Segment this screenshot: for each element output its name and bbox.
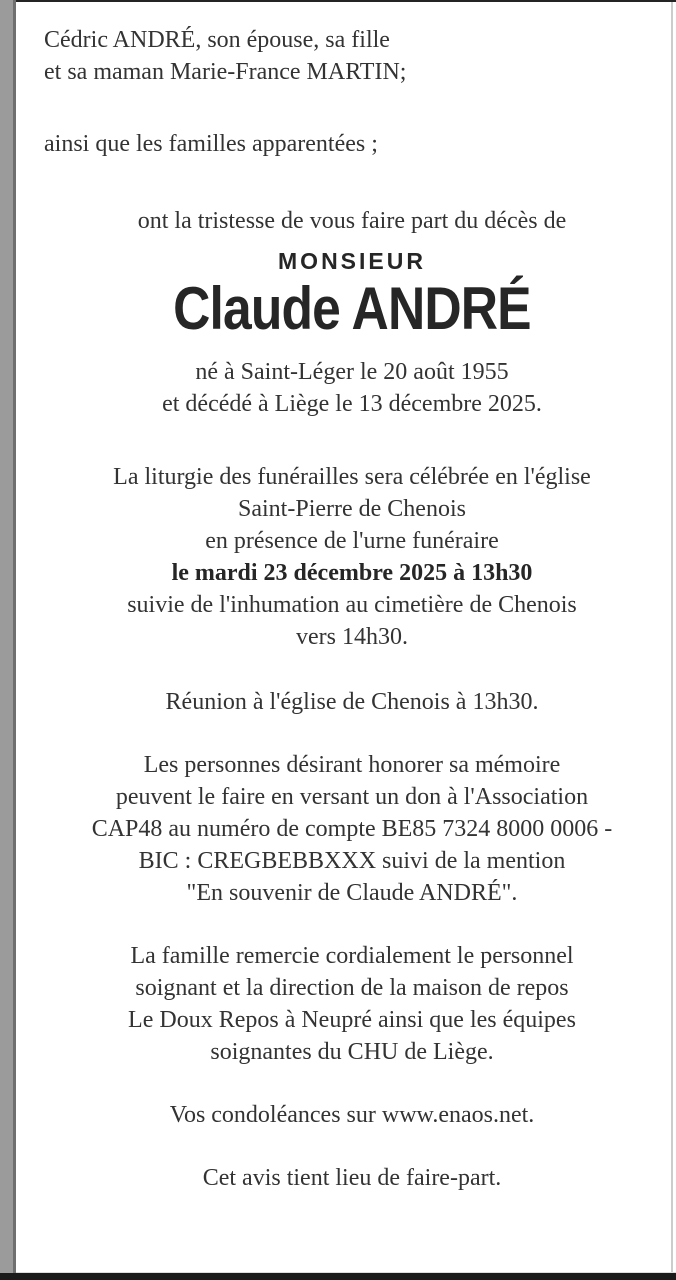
bottom-bar — [0, 1273, 676, 1280]
death-line: et décédé à Liège le 13 décembre 2025. — [162, 391, 542, 417]
ceremony-line: en présence de l'urne funéraire — [205, 528, 499, 554]
ceremony-date-line: le mardi 23 décembre 2025 à 13h30 — [171, 560, 533, 586]
meeting-paragraph — [44, 686, 660, 718]
intro-line: et sa maman Marie-France MARTIN; — [44, 59, 407, 85]
deceased-name — [44, 275, 660, 342]
deceased-name-text: Claude ANDRÉ — [173, 275, 531, 342]
thanks-line: soignant et la direction de la maison de repos — [135, 975, 569, 1001]
page-gutter — [0, 0, 13, 1273]
donation-line: Les personnes désirant honorer sa mémoire — [143, 752, 561, 778]
birth-line: né à Saint-Léger le 20 août 1955 — [195, 359, 509, 385]
ceremony-line: La liturgie des funérailles sera célébrée en l'église — [113, 464, 591, 490]
vitals-paragraph — [44, 356, 660, 420]
condolences-paragraph — [44, 1099, 660, 1131]
ceremony-line: Saint-Pierre de Chenois — [238, 496, 466, 522]
footer-paragraph — [44, 1162, 660, 1194]
thanks-line: soignantes du CHU de Liège. — [210, 1039, 494, 1065]
death-notice-card — [16, 2, 660, 1225]
donation-line: peuvent le faire en versant un don à l'Association — [115, 784, 589, 810]
condolences-line: Vos condoléances sur www.enaos.net. — [169, 1102, 535, 1128]
right-rule — [671, 2, 673, 1272]
ceremony-paragraph — [44, 461, 660, 653]
footer-line: Cet avis tient lieu de faire-part. — [202, 1165, 502, 1191]
families-paragraph — [44, 128, 660, 160]
intro-paragraph — [44, 24, 660, 88]
families-line: ainsi que les familles apparentées ; — [44, 131, 378, 157]
ceremony-line: suivie de l'inhumation au cimetière de Chenois — [127, 592, 577, 618]
donation-paragraph — [44, 749, 660, 909]
ceremony-line: vers 14h30. — [296, 624, 408, 650]
announcement-paragraph — [44, 205, 660, 237]
thanks-paragraph — [44, 940, 660, 1068]
donation-line: CAP48 au numéro de compte BE85 7324 8000 0006 - — [91, 816, 613, 842]
intro-line: Cédric ANDRÉ, son épouse, sa fille — [44, 27, 390, 53]
donation-line: BIC : CREGBEBBXXX suivi de la mention — [138, 848, 566, 874]
civility-title: MONSIEUR — [278, 248, 426, 274]
meeting-line: Réunion à l'église de Chenois à 13h30. — [165, 689, 539, 715]
thanks-line: Le Doux Repos à Neupré ainsi que les équipes — [128, 1007, 576, 1033]
announcement-line: ont la tristesse de vous faire part du décès de — [137, 208, 567, 234]
thanks-line: La famille remercie cordialement le personnel — [130, 943, 574, 969]
donation-line: "En souvenir de Claude ANDRÉ". — [186, 880, 518, 906]
